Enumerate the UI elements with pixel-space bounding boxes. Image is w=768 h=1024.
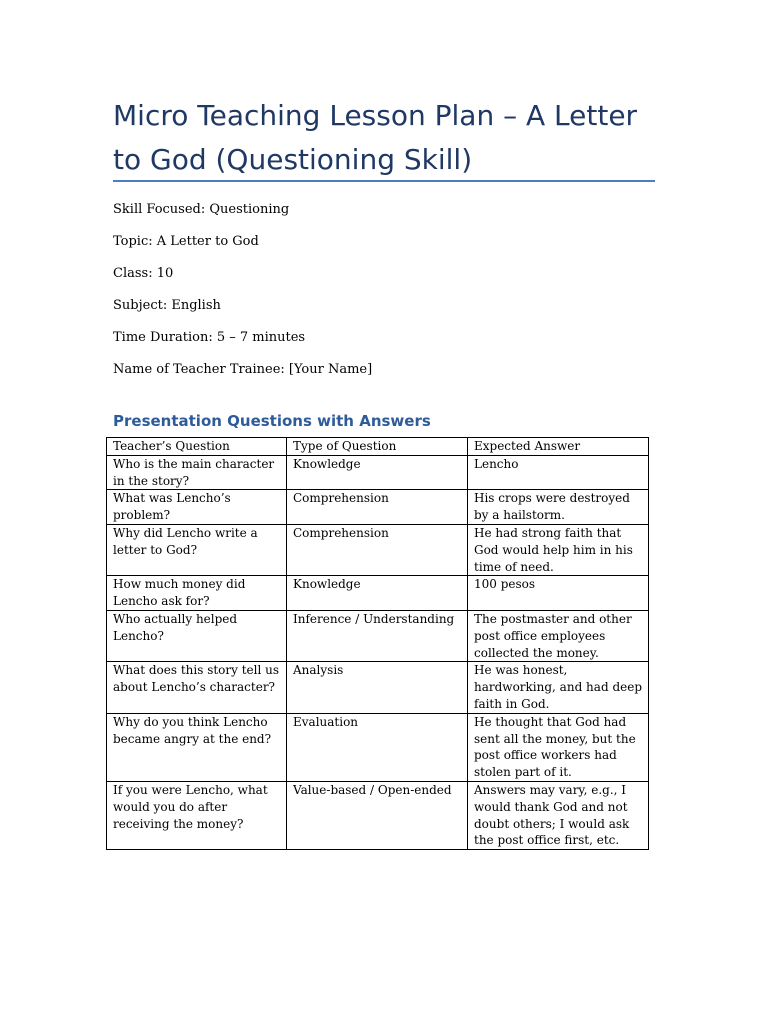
table-row	[107, 455, 649, 490]
subject-line: Subject: English	[113, 298, 221, 313]
question-type-cell: Value-based / Open-ended	[287, 781, 468, 849]
question-cell: Who is the main character in the story?	[107, 455, 287, 490]
questions-table	[106, 437, 649, 850]
expected-answer-cell: Lencho	[468, 455, 649, 490]
table-row	[107, 662, 649, 713]
table-header-row	[107, 438, 649, 456]
expected-answer-cell: He thought that God had sent all the money, but the post office workers had stolen part of it.	[468, 713, 649, 781]
question-type-cell: Comprehension	[287, 490, 468, 525]
expected-answer-cell: 100 pesos	[468, 576, 649, 611]
time-duration-line: Time Duration: 5 – 7 minutes	[113, 330, 306, 345]
table-row	[107, 576, 649, 611]
expected-answer-cell: He had strong faith that God would help him in his time of need.	[468, 524, 649, 575]
column-header-type: Type of Question	[287, 438, 468, 456]
class-line: Class: 10	[113, 266, 174, 281]
table-row	[107, 524, 649, 575]
column-header-question: Teacher’s Question	[107, 438, 287, 456]
expected-answer-cell: His crops were destroyed by a hailstorm.	[468, 490, 649, 525]
expected-answer-cell: He was honest, hardworking, and had deep faith in God.	[468, 662, 649, 713]
question-cell: Why did Lencho write a letter to God?	[107, 524, 287, 575]
teacher-trainee-line: Name of Teacher Trainee: [Your Name]	[113, 362, 373, 377]
question-cell: What was Lencho’s problem?	[107, 490, 287, 525]
expected-answer-cell: The postmaster and other post office employees collected the money.	[468, 610, 649, 661]
title-underline	[113, 180, 655, 182]
section-heading: Presentation Questions with Answers	[113, 412, 431, 430]
expected-answer-cell: Answers may vary, e.g., I would thank God and not doubt others; I would ask the post office first, etc.	[468, 781, 649, 849]
page-title: Micro Teaching Lesson Plan – A Letter to God (Questioning Skill)	[113, 99, 638, 176]
table-row	[107, 490, 649, 525]
table-row	[107, 610, 649, 661]
question-type-cell: Inference / Understanding	[287, 610, 468, 661]
lesson-details	[113, 200, 653, 392]
question-type-cell: Comprehension	[287, 524, 468, 575]
question-cell: How much money did Lencho ask for?	[107, 576, 287, 611]
question-cell: If you were Lencho, what would you do after receiving the money?	[107, 781, 287, 849]
question-type-cell: Analysis	[287, 662, 468, 713]
skill-focused-line: Skill Focused: Questioning	[113, 202, 290, 217]
table-row	[107, 713, 649, 781]
question-type-cell: Knowledge	[287, 576, 468, 611]
question-type-cell: Knowledge	[287, 455, 468, 490]
topic-line: Topic: A Letter to God	[113, 234, 259, 249]
question-type-cell: Evaluation	[287, 713, 468, 781]
table-row	[107, 781, 649, 849]
question-cell: What does this story tell us about Lencho’s character?	[107, 662, 287, 713]
question-cell: Who actually helped Lencho?	[107, 610, 287, 661]
question-cell: Why do you think Lencho became angry at the end?	[107, 713, 287, 781]
column-header-answer: Expected Answer	[468, 438, 649, 456]
